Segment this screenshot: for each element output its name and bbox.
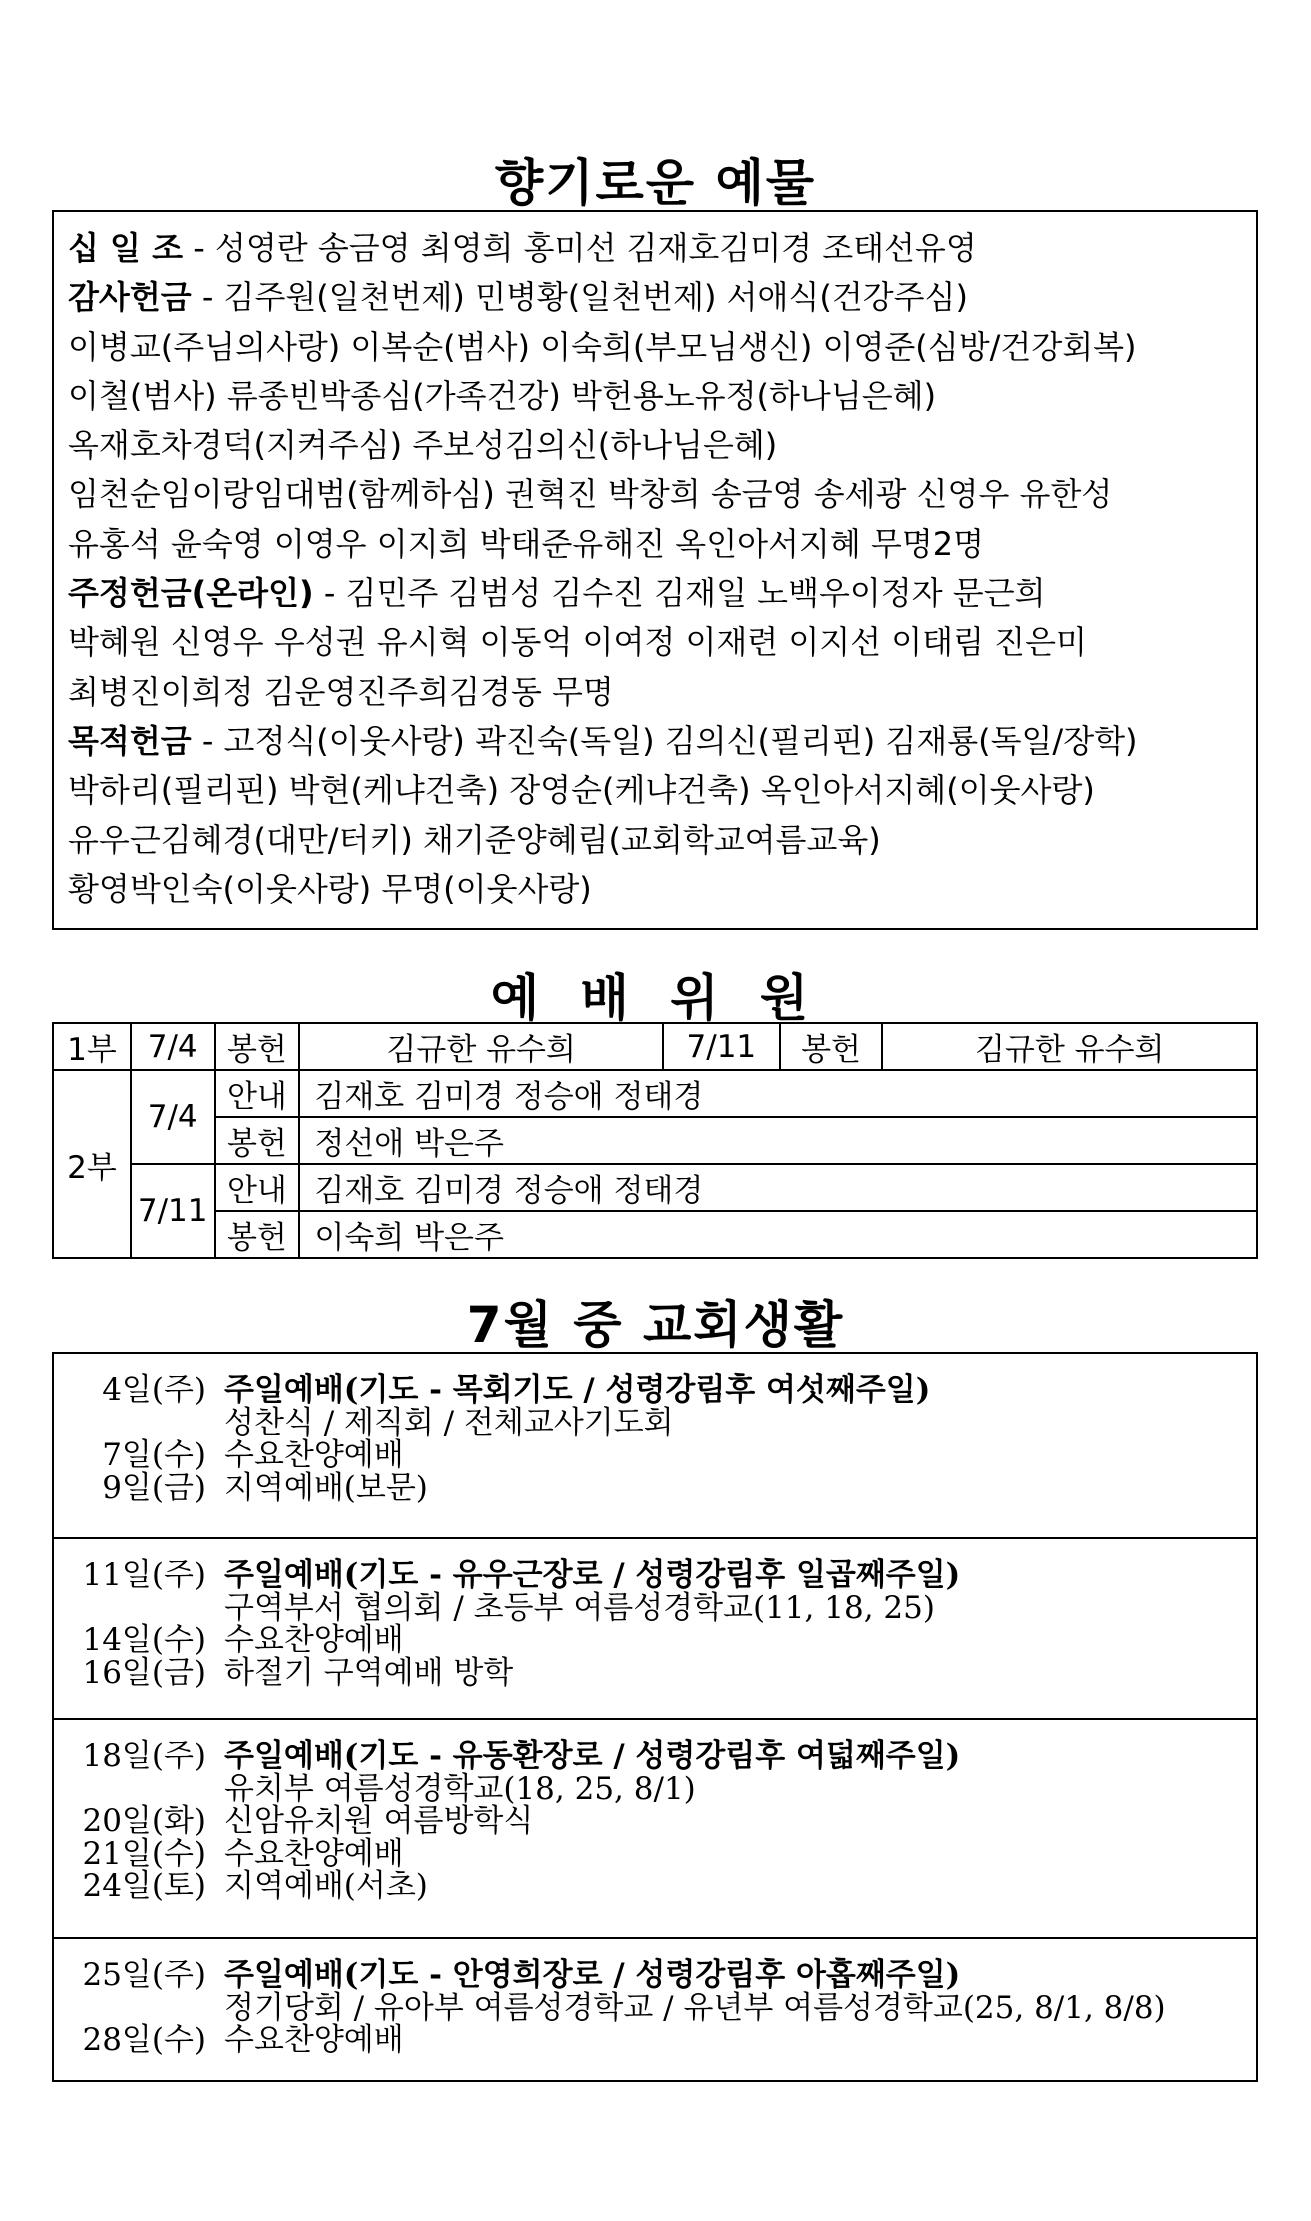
schedule-date: 24일(토) (82, 1868, 206, 1904)
schedule-event: 구역부서 협의회 / 초등부 여름성경학교(11, 18, 25) (224, 1589, 935, 1626)
table-row (53, 1023, 1257, 1070)
schedule-row (54, 1405, 1256, 1441)
offering-names: - 김민주 김범성 김수진 김재일 노백우이정자 문근희 (313, 574, 1046, 613)
offering-line (68, 372, 1242, 421)
schedule-row (54, 2022, 1256, 2058)
role-cell: 안내 (215, 1164, 300, 1211)
schedule-row (54, 1957, 1256, 1993)
schedule-event: 수요찬양예배 (224, 2022, 404, 2058)
schedule-date: 4일(주) (102, 1372, 206, 1408)
schedule-date: 7일(수) (102, 1437, 206, 1473)
offering-category: 감사헌금 (68, 278, 192, 317)
offering-line (68, 816, 1242, 865)
schedule-row (54, 1803, 1256, 1839)
schedule-event (224, 1372, 930, 1408)
schedule-event: 성찬식 / 제직회 / 전체교사기도회 (224, 1404, 674, 1441)
role-cell: 봉헌 (215, 1117, 300, 1164)
schedule-event (224, 1738, 960, 1774)
schedule-event (224, 1557, 960, 1593)
role-cell: 봉헌 (780, 1023, 883, 1070)
offering-line (68, 520, 1242, 569)
schedule-row (54, 1590, 1256, 1626)
offering-line (68, 273, 1242, 322)
schedule-date: 11일(주) (82, 1557, 206, 1593)
offering-line (68, 421, 1242, 470)
role-cell: 봉헌 (215, 1211, 300, 1258)
part-label: 1부 (53, 1023, 131, 1070)
offering-line (68, 323, 1242, 372)
offerings-box (52, 210, 1258, 930)
offering-line (68, 766, 1242, 815)
committee-title: 예 배 위 원 (490, 969, 821, 1027)
offering-names: 박하리(필리핀) 박현(케냐건축) 장영순(케냐건축) 옥인아서지혜(이웃사랑) (68, 771, 1095, 810)
offering-line (68, 569, 1242, 618)
schedule-event: 하절기 구역예배 방학 (224, 1654, 514, 1691)
offering-category: 십 일 조 (68, 229, 184, 267)
names-cell: 김규한 유수희 (882, 1023, 1257, 1070)
offering-names: 이철(범사) 류종빈박종심(가족건강) 박헌용노유정(하나님은혜) (68, 376, 937, 415)
schedule-week (54, 1718, 1256, 1937)
schedule-date: 28일(수) (82, 2022, 206, 2058)
offering-names: - 김주원(일천번제) 민병황(일천번제) 서애식(건강주심) (191, 278, 968, 317)
date-cell: 7/4 (131, 1070, 215, 1164)
schedule-date: 14일(수) (82, 1622, 206, 1658)
part-label: 2부 (53, 1070, 131, 1258)
schedule-row (54, 1836, 1256, 1872)
table-row (53, 1211, 1257, 1258)
schedule-week (54, 1354, 1256, 1537)
offering-line (68, 668, 1242, 717)
offerings-title: 향기로운 예물 (494, 154, 817, 212)
schedule-row (54, 1372, 1256, 1408)
date-cell: 7/11 (663, 1023, 780, 1070)
offering-line (68, 470, 1242, 519)
schedule-week (54, 1937, 1256, 2082)
schedule-event: 유치부 여름성경학교(18, 25, 8/1) (224, 1770, 696, 1807)
offering-names: 최병진이희정 김운영진주희김경동 무명 (68, 672, 614, 711)
schedule-week (54, 1537, 1256, 1718)
sunday-service: 주일예배(기도 - 유동환장로 / 성령강림후 여덟째주일) (224, 1738, 961, 1774)
offering-line (68, 865, 1242, 914)
schedule-event (224, 1957, 960, 1993)
offering-category: 목적헌금 (68, 721, 192, 760)
names-cell: 정선애 박은주 (299, 1117, 1257, 1164)
schedule-event: 수요찬양예배 (224, 1437, 404, 1473)
offering-names: 박혜원 신영우 우성권 유시혁 이동억 이여정 이재련 이지선 이태림 진은미 (68, 623, 1087, 662)
table-row (53, 1070, 1257, 1117)
schedule-title: 7월 중 교회생활 (466, 1296, 845, 1354)
schedule-date: 20일(화) (82, 1803, 206, 1839)
schedule-row (54, 1868, 1256, 1904)
schedule-row (54, 1990, 1256, 2026)
role-cell: 안내 (215, 1070, 300, 1117)
offering-names: - 성영란 송금영 최영희 홍미선 김재호김미경 조태선유영 (183, 229, 977, 267)
offering-names: 유홍석 윤숙영 이영우 이지희 박태준유해진 옥인아서지혜 무명2명 (68, 524, 985, 563)
offering-names: 황영박인숙(이웃사랑) 무명(이웃사랑) (68, 869, 592, 908)
names-cell: 김재호 김미경 정승애 정태경 (299, 1070, 1257, 1117)
committee-table (52, 1022, 1258, 1259)
date-cell: 7/4 (131, 1023, 215, 1070)
names-cell: 김규한 유수희 (299, 1023, 663, 1070)
offering-names: 유우근김혜경(대만/터키) 채기준양혜림(교회학교여름교육) (68, 820, 881, 859)
schedule-event: 지역예배(보문) (224, 1469, 428, 1506)
sunday-service: 주일예배(기도 - 유우근장로 / 성령강림후 일곱째주일) (224, 1557, 961, 1593)
names-cell: 김재호 김미경 정승애 정태경 (299, 1164, 1257, 1211)
schedule-event: 정기당회 / 유아부 여름성경학교 / 유년부 여름성경학교(25, 8/1, 8/8) (224, 1989, 1166, 2026)
schedule-row (54, 1437, 1256, 1473)
schedule-event: 수요찬양예배 (224, 1622, 404, 1658)
table-row (53, 1164, 1257, 1211)
schedule-date: 18일(주) (82, 1738, 206, 1774)
offering-names: 임천순임이랑임대범(함께하심) 권혁진 박창희 송금영 송세광 신영우 유한성 (68, 475, 1113, 514)
schedule-event: 신암유치원 여름방학식 (224, 1803, 534, 1839)
offering-category: 주정헌금(온라인) (68, 574, 314, 613)
schedule-date: 21일(수) (82, 1835, 206, 1872)
offering-names: 옥재호차경덕(지켜주심) 주보성김의신(하나님은혜) (68, 426, 778, 465)
schedule-row (54, 1470, 1256, 1506)
schedule-date: 25일(주) (82, 1957, 206, 1993)
schedule-event: 수요찬양예배 (224, 1835, 404, 1872)
schedule-date: 9일(금) (102, 1469, 206, 1506)
schedule-row (54, 1771, 1256, 1807)
offering-names: - 고정식(이웃사랑) 곽진숙(독일) 김의신(필리핀) 김재룡(독일/장학) (191, 721, 1138, 760)
schedule-row (54, 1557, 1256, 1593)
names-cell: 이숙희 박은주 (299, 1211, 1257, 1258)
sunday-service: 주일예배(기도 - 목회기도 / 성령강림후 여섯째주일) (224, 1372, 931, 1408)
offering-line (68, 618, 1242, 667)
offering-names: 이병교(주님의사랑) 이복순(범사) 이숙희(부모님생신) 이영준(심방/건강회복) (68, 327, 1137, 366)
offering-line (68, 224, 1242, 273)
schedule-event: 지역예배(서초) (224, 1868, 428, 1904)
schedule-date: 16일(금) (82, 1654, 206, 1691)
schedule-row (54, 1655, 1256, 1691)
date-cell: 7/11 (131, 1164, 215, 1258)
sunday-service: 주일예배(기도 - 안영희장로 / 성령강림후 아홉째주일) (224, 1957, 961, 1993)
table-row (53, 1117, 1257, 1164)
schedule-row (54, 1738, 1256, 1774)
schedule-box (52, 1352, 1258, 2082)
schedule-row (54, 1622, 1256, 1658)
role-cell: 봉헌 (215, 1023, 300, 1070)
offering-line (68, 717, 1242, 766)
